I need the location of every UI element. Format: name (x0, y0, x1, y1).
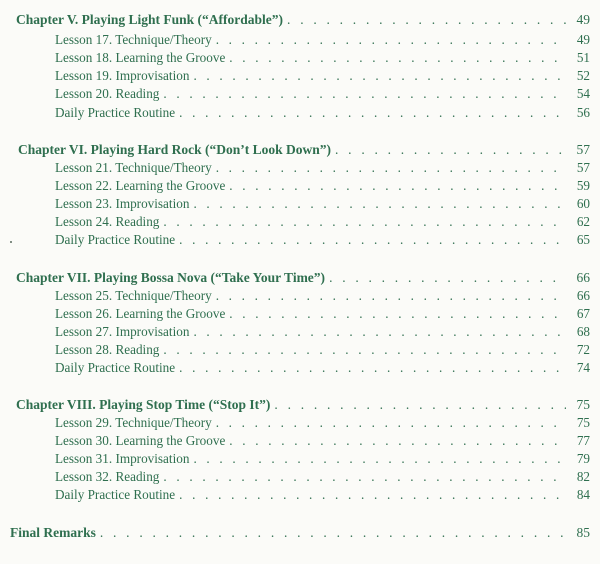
toc-entry-lesson-31[interactable] (55, 450, 590, 468)
page-number: 85 (576, 525, 590, 540)
dot-leader (177, 486, 566, 504)
toc-entry-lesson-17[interactable] (55, 31, 590, 49)
chapter-title: Chapter VIII. Playing Stop Time (“Stop It”) (16, 397, 271, 412)
page-number: 57 (576, 160, 590, 175)
page-number: 79 (576, 451, 590, 466)
lesson-title: Lesson 24. Reading (55, 214, 160, 229)
dot-leader (161, 468, 566, 486)
toc-entry-lesson-19[interactable] (55, 67, 590, 85)
toc-entry-chapter-5[interactable] (16, 11, 590, 29)
page-number: 82 (576, 469, 590, 484)
dot-leader (214, 287, 566, 305)
lesson-title: Lesson 30. Learning the Groove (55, 433, 226, 448)
lesson-title: Lesson 17. Technique/Theory (55, 32, 212, 47)
page-number: 74 (576, 360, 590, 375)
lesson-title: Lesson 25. Technique/Theory (55, 288, 212, 303)
lesson-title: Daily Practice Routine (55, 360, 176, 375)
toc-entry-lesson-28[interactable] (55, 341, 590, 359)
lesson-title: Lesson 23. Improvisation (55, 196, 190, 211)
toc-entry-lesson-21[interactable] (55, 159, 590, 177)
page-number: 75 (576, 415, 590, 430)
chapter-title: Chapter VI. Playing Hard Rock (“Don’t Look Down”) (18, 142, 332, 157)
dot-leader (177, 359, 566, 377)
toc-entry-lesson-26[interactable] (55, 305, 590, 323)
toc-entry-chapter-7[interactable] (16, 269, 590, 287)
page-number: 57 (576, 142, 590, 157)
toc-entry-daily-practice-8[interactable] (55, 486, 590, 504)
toc-entry-daily-practice-6[interactable] (55, 231, 590, 249)
toc-entry-lesson-25[interactable] (55, 287, 590, 305)
page-number: 54 (576, 86, 590, 101)
dot-leader (177, 231, 566, 249)
page-number: 59 (576, 178, 590, 193)
toc-entry-lesson-23[interactable] (55, 195, 590, 213)
dot-leader (214, 31, 566, 49)
dot-leader (333, 141, 566, 159)
lesson-title: Lesson 32. Reading (55, 469, 160, 484)
toc-entry-lesson-24[interactable] (55, 213, 590, 231)
lesson-title: Daily Practice Routine (55, 232, 176, 247)
page-number: 49 (576, 12, 590, 27)
page-number: 68 (576, 324, 590, 339)
dot-leader (191, 195, 566, 213)
dot-leader (98, 524, 566, 542)
page-number: 75 (576, 397, 590, 412)
dot-leader (227, 305, 566, 323)
dot-leader (227, 432, 566, 450)
dot-leader (214, 159, 566, 177)
lesson-title: Lesson 26. Learning the Groove (55, 306, 226, 321)
dot-leader (327, 269, 566, 287)
lesson-title: Lesson 20. Reading (55, 86, 160, 101)
toc-entry-chapter-6[interactable] (18, 141, 590, 159)
lesson-title: Lesson 31. Improvisation (55, 451, 190, 466)
page-number: 49 (576, 32, 590, 47)
page-number: 66 (576, 288, 590, 303)
dot-leader (227, 49, 566, 67)
dot-leader (285, 11, 566, 29)
page-number: 56 (576, 105, 590, 120)
chapter-title: Chapter VII. Playing Bossa Nova (“Take Your Time”) (16, 270, 326, 285)
lesson-title: Lesson 19. Improvisation (55, 68, 190, 83)
page-number: 67 (576, 306, 590, 321)
page-number: 84 (576, 487, 590, 502)
chapter-title: Chapter V. Playing Light Funk (“Affordable”) (16, 12, 284, 27)
page-number: 52 (576, 68, 590, 83)
lesson-title: Lesson 22. Learning the Groove (55, 178, 226, 193)
toc-entry-lesson-22[interactable] (55, 177, 590, 195)
lesson-title: Daily Practice Routine (55, 105, 176, 120)
toc-entry-daily-practice-7[interactable] (55, 359, 590, 377)
lesson-title: Daily Practice Routine (55, 487, 176, 502)
toc-entry-final-remarks[interactable] (10, 524, 590, 542)
toc-entry-chapter-8[interactable] (16, 396, 590, 414)
dot-leader (191, 450, 566, 468)
dot-leader (177, 104, 566, 122)
page-number: 60 (576, 196, 590, 211)
dot-leader (227, 177, 566, 195)
lesson-title: Lesson 28. Reading (55, 342, 160, 357)
dot-leader (161, 341, 566, 359)
lesson-title: Lesson 21. Technique/Theory (55, 160, 212, 175)
toc-entry-lesson-18[interactable] (55, 49, 590, 67)
lesson-title: Lesson 27. Improvisation (55, 324, 190, 339)
page-number: 65 (576, 232, 590, 247)
toc-entry-lesson-27[interactable] (55, 323, 590, 341)
print-speck (10, 241, 12, 243)
page-number: 62 (576, 214, 590, 229)
toc-entry-lesson-32[interactable] (55, 468, 590, 486)
dot-leader (214, 414, 566, 432)
dot-leader (191, 67, 566, 85)
page-number: 77 (576, 433, 590, 448)
dot-leader (191, 323, 566, 341)
toc-entry-lesson-29[interactable] (55, 414, 590, 432)
page-number: 72 (576, 342, 590, 357)
toc-entry-lesson-30[interactable] (55, 432, 590, 450)
page-number: 66 (576, 270, 590, 285)
section-title: Final Remarks (10, 525, 96, 540)
toc-entry-daily-practice-5[interactable] (55, 104, 590, 122)
toc-entry-lesson-20[interactable] (55, 85, 590, 103)
page-number: 51 (576, 50, 590, 65)
lesson-title: Lesson 18. Learning the Groove (55, 50, 226, 65)
lesson-title: Lesson 29. Technique/Theory (55, 415, 212, 430)
dot-leader (161, 85, 566, 103)
dot-leader (161, 213, 566, 231)
dot-leader (272, 396, 566, 414)
